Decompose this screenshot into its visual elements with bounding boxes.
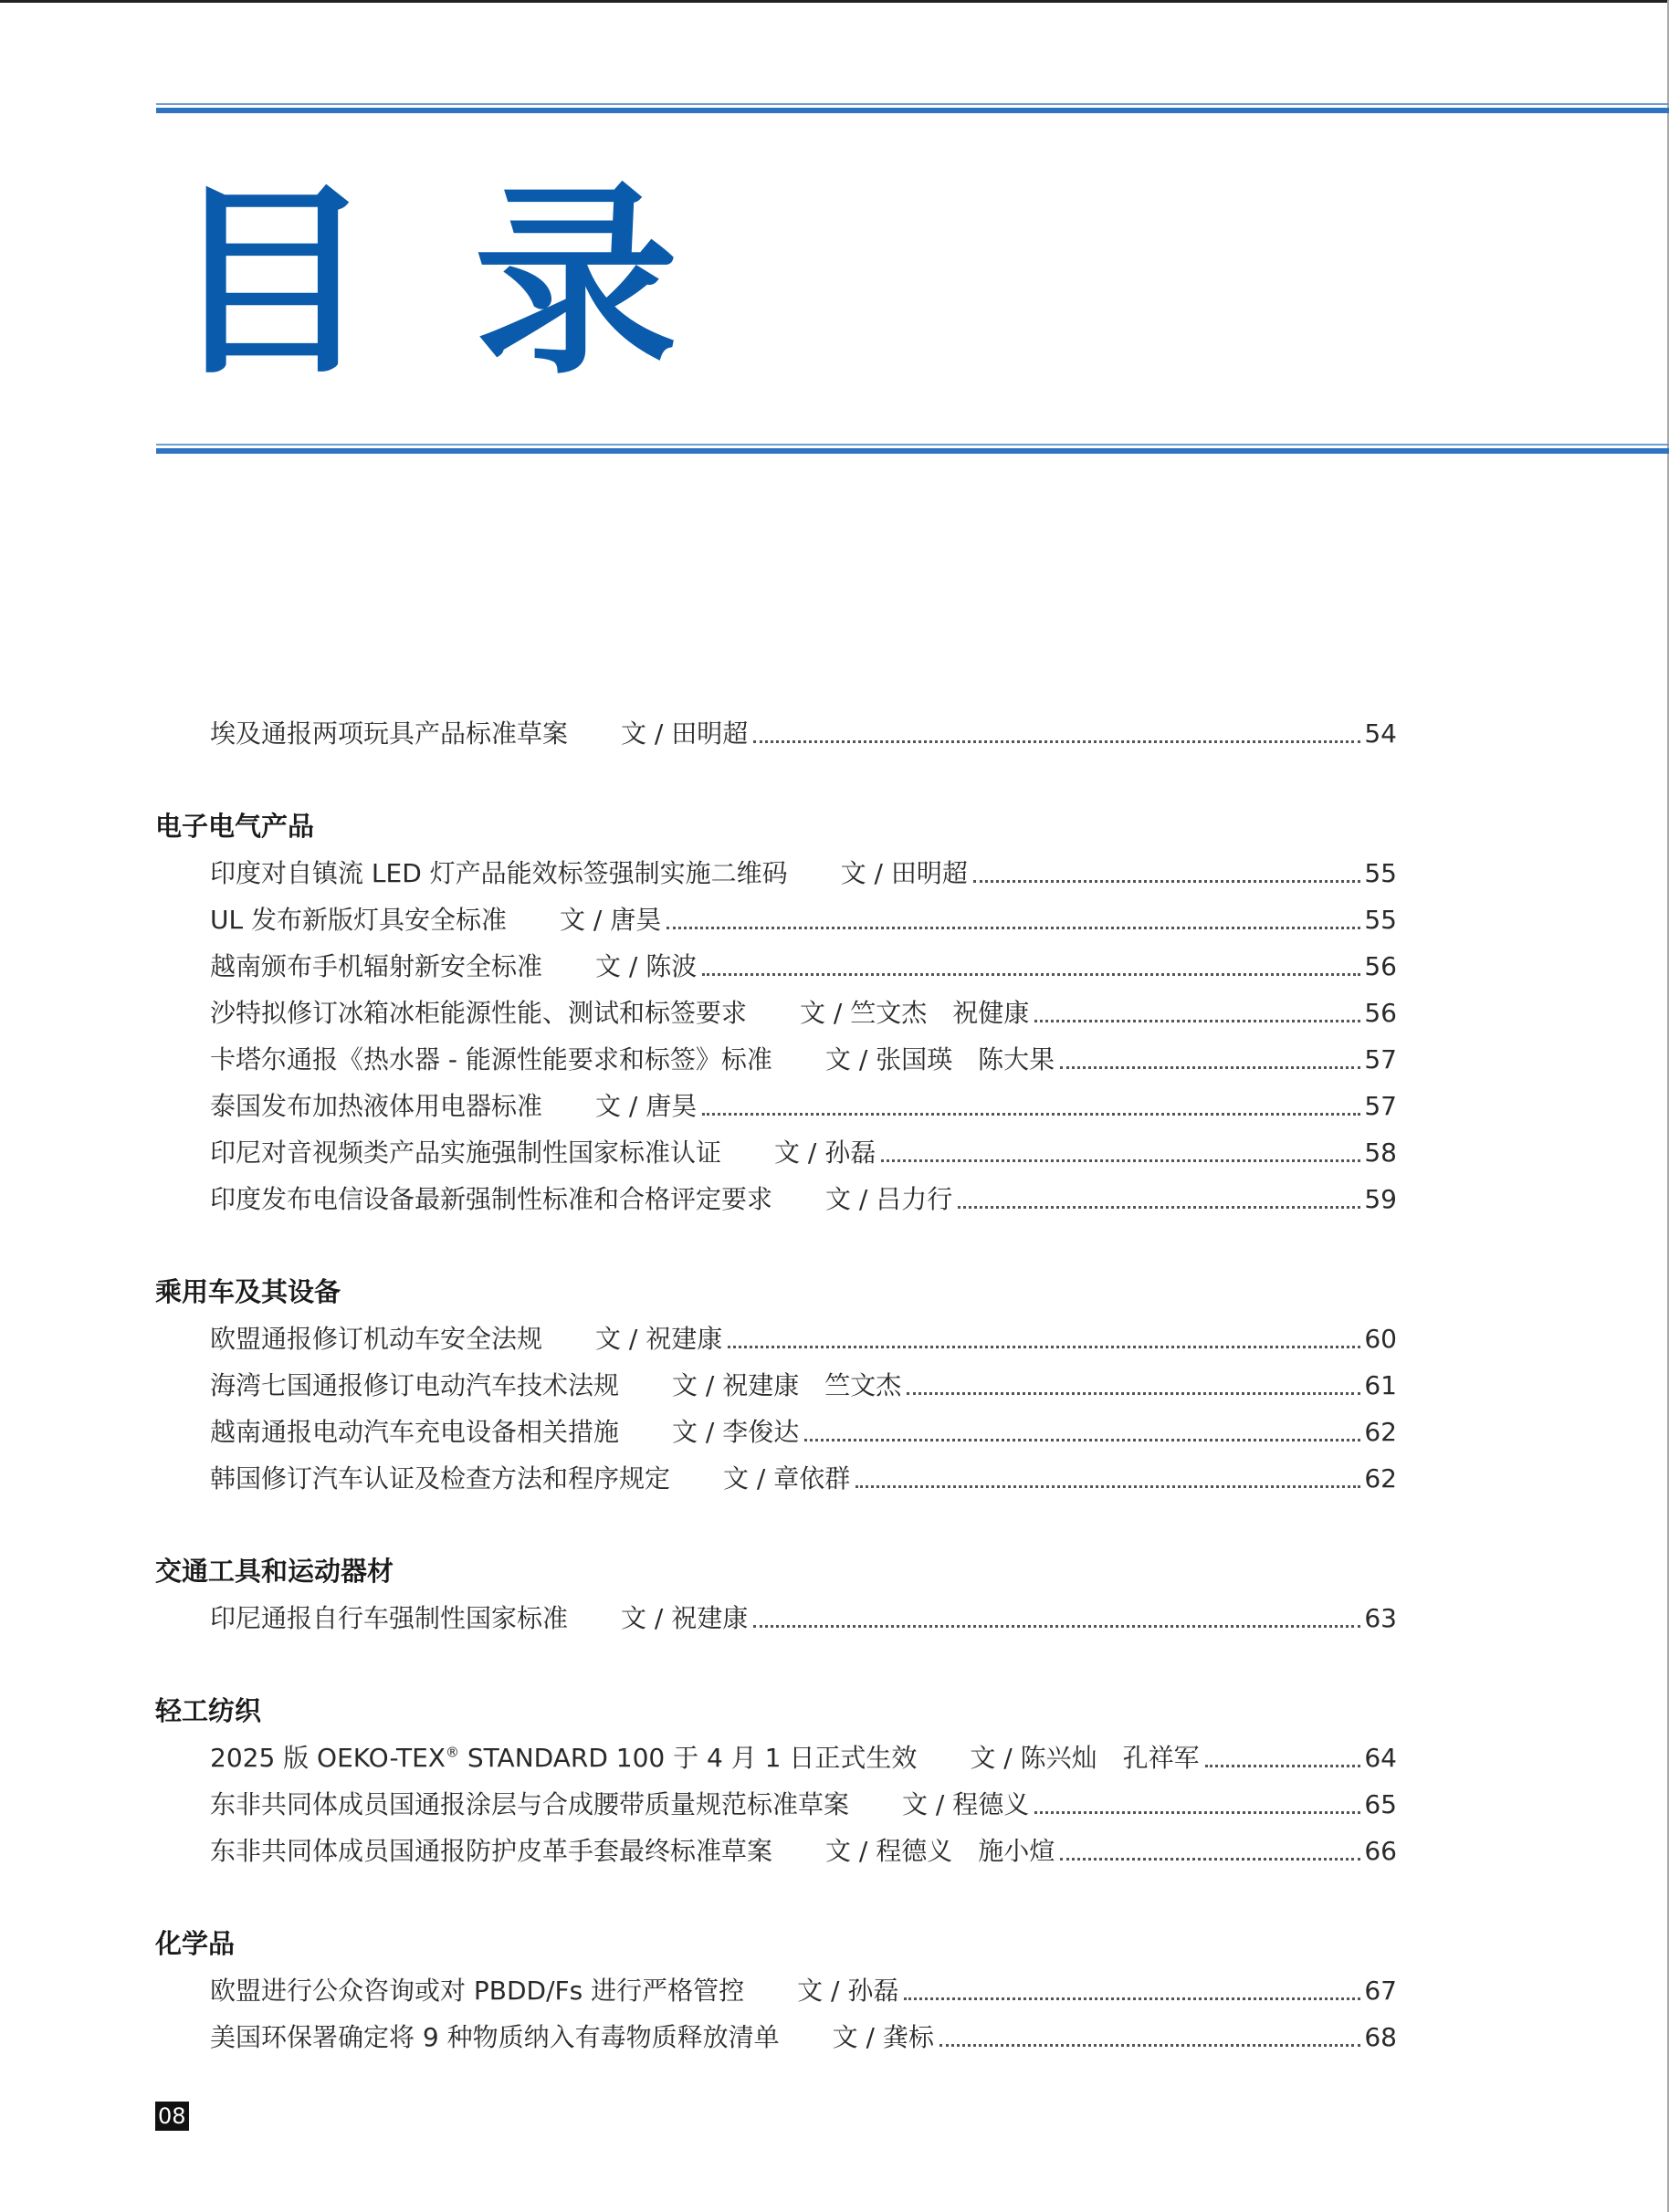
toc-entry-page: 56	[1364, 998, 1397, 1028]
toc-entry-page: 67	[1364, 1976, 1397, 2006]
page-title	[169, 163, 678, 402]
toc-entry-page: 55	[1364, 858, 1397, 888]
header-rule-top	[156, 103, 1669, 113]
toc-entry-page: 59	[1364, 1184, 1397, 1214]
toc-entry[interactable]	[155, 943, 1397, 990]
toc-entry-page: 68	[1364, 2022, 1397, 2052]
toc-entry-title-part: 2025 版 OEKO-TEX	[210, 1743, 446, 1773]
toc-entry-title: 印度对自镇流 LED 灯产品能效标签强制实施二维码	[210, 858, 788, 888]
toc-entry-author: 文 / 孙磊	[774, 1137, 876, 1168]
dot-leader	[753, 740, 1360, 743]
toc-sections	[155, 803, 1397, 2060]
toc-entry-title-part: STANDARD 100 于 4 月 1 日正式生效	[458, 1743, 918, 1773]
toc-entry[interactable]	[155, 1129, 1397, 1176]
toc-entry-page: 62	[1364, 1417, 1397, 1447]
toc-section	[155, 1688, 1397, 1874]
dot-leader	[973, 880, 1360, 883]
toc-entry-page: 54	[1364, 718, 1397, 749]
toc-entry[interactable]	[155, 1735, 1397, 1781]
toc-entry-author: 文 / 龚标	[832, 2022, 934, 2052]
toc-entry-author: 文 / 竺文杰 祝健康	[800, 998, 1030, 1028]
dot-leader	[753, 1625, 1360, 1628]
dot-leader	[1034, 1811, 1360, 1814]
toc-entry-author: 文 / 祝建康	[595, 1324, 723, 1354]
registered-mark: ®	[445, 1744, 459, 1761]
toc-entry-author: 文 / 章依群	[723, 1463, 851, 1494]
toc-entry[interactable]	[155, 1595, 1397, 1641]
toc-entry-author: 文 / 程德义	[902, 1789, 1030, 1819]
dot-leader	[1060, 1066, 1360, 1069]
toc-entry[interactable]	[155, 2014, 1397, 2060]
toc-entry-page: 58	[1364, 1137, 1397, 1168]
dot-leader	[702, 973, 1360, 976]
toc-entry[interactable]	[155, 1362, 1397, 1409]
toc-entry-title: 东非共同体成员国通报涂层与合成腰带质量规范标准草案	[210, 1789, 850, 1819]
toc-entry[interactable]	[155, 1036, 1397, 1083]
toc-entry-title: 印尼对音视频类产品实施强制性国家标准认证	[210, 1137, 722, 1168]
toc-entry-page: 63	[1364, 1603, 1397, 1633]
page-title-char: 录	[474, 163, 678, 402]
page-top-border	[0, 0, 1669, 3]
dot-leader	[804, 1439, 1360, 1441]
toc-entry-title: 泰国发布加热液体用电器标准	[210, 1091, 543, 1121]
toc-entry-title: 越南颁布手机辐射新安全标准	[210, 951, 543, 981]
toc-entry-page: 56	[1364, 951, 1397, 981]
toc-entry[interactable]	[155, 1409, 1397, 1455]
toc-entry-author: 文 / 孙磊	[797, 1976, 899, 2006]
toc-entry-page: 65	[1364, 1789, 1397, 1819]
toc-section	[155, 1921, 1397, 2060]
toc-continued-group	[155, 710, 1397, 757]
dot-leader	[958, 1206, 1360, 1209]
toc-entry[interactable]	[155, 1828, 1397, 1874]
toc-entry-title: 东非共同体成员国通报防护皮革手套最终标准草案	[210, 1836, 773, 1866]
toc-entry-title: 印尼通报自行车强制性国家标准	[210, 1603, 569, 1633]
toc-section	[155, 1269, 1397, 1502]
dot-leader	[728, 1346, 1360, 1348]
dot-leader	[1034, 1020, 1360, 1022]
toc-entry[interactable]	[155, 896, 1397, 943]
toc-entry-author: 文 / 唐昊	[560, 905, 662, 935]
toc-entry-title: 越南通报电动汽车充电设备相关措施	[210, 1417, 620, 1447]
toc-entry-author: 文 / 田明超	[621, 718, 749, 749]
table-of-contents	[155, 710, 1397, 2060]
section-heading: 乘用车及其设备	[155, 1276, 341, 1307]
toc-entry-page: 55	[1364, 905, 1397, 935]
toc-entry-title: 埃及通报两项玩具产品标准草案	[210, 718, 569, 749]
toc-entry[interactable]	[155, 1083, 1397, 1129]
toc-entry[interactable]	[155, 1455, 1397, 1502]
toc-entry-page: 60	[1364, 1324, 1397, 1354]
header-rule-bottom	[156, 444, 1669, 454]
toc-entry[interactable]	[155, 1176, 1397, 1222]
toc-entry[interactable]	[155, 850, 1397, 896]
toc-entry-page: 62	[1364, 1463, 1397, 1494]
toc-entry-author: 文 / 张国瑛 陈大果	[824, 1044, 1055, 1075]
toc-entry-title: UL 发布新版灯具安全标准	[210, 905, 507, 935]
toc-entry-title: 印度发布电信设备最新强制性标准和合格评定要求	[210, 1184, 773, 1214]
toc-entry[interactable]	[155, 1967, 1397, 2014]
toc-entry-author: 文 / 唐昊	[595, 1091, 698, 1121]
toc-section	[155, 1548, 1397, 1641]
page-number: 08	[155, 2102, 189, 2131]
toc-entry-author: 文 / 吕力行	[825, 1184, 953, 1214]
dot-leader	[881, 1159, 1360, 1162]
toc-entry-title	[210, 1735, 917, 1781]
dot-leader	[904, 1997, 1360, 2000]
dot-leader	[667, 927, 1360, 929]
toc-entry-page: 57	[1364, 1091, 1397, 1121]
dot-leader	[939, 2044, 1360, 2047]
dot-leader	[855, 1485, 1360, 1488]
toc-entry[interactable]	[155, 990, 1397, 1036]
section-heading: 化学品	[155, 1928, 236, 1959]
page-title-char: 目	[169, 163, 373, 402]
toc-entry[interactable]	[155, 1316, 1397, 1362]
toc-entry[interactable]	[155, 1781, 1397, 1828]
toc-entry-page: 66	[1364, 1836, 1397, 1866]
section-heading: 交通工具和运动器材	[155, 1556, 394, 1587]
dot-leader	[907, 1392, 1360, 1395]
toc-entry[interactable]	[155, 710, 1397, 757]
toc-entry-author: 文 / 祝建康 竺文杰	[672, 1370, 902, 1400]
section-heading: 轻工纺织	[155, 1695, 262, 1726]
section-heading: 电子电气产品	[155, 811, 315, 842]
toc-entry-title: 美国环保署确定将 9 种物质纳入有毒物质释放清单	[210, 2022, 780, 2052]
toc-section	[155, 803, 1397, 1222]
toc-entry-title: 欧盟进行公众咨询或对 PBDD/Fs 进行严格管控	[210, 1976, 745, 2006]
dot-leader	[702, 1113, 1360, 1116]
toc-entry-page: 57	[1364, 1044, 1397, 1075]
toc-entry-page: 61	[1364, 1370, 1397, 1400]
toc-entry-author: 文 / 田明超	[840, 858, 968, 888]
toc-entry-title: 海湾七国通报修订电动汽车技术法规	[210, 1370, 620, 1400]
dot-leader	[1205, 1765, 1361, 1767]
toc-entry-title: 沙特拟修订冰箱冰柜能源性能、测试和标签要求	[210, 998, 748, 1028]
toc-entry-title: 欧盟通报修订机动车安全法规	[210, 1324, 543, 1354]
toc-entry-author: 文 / 陈波	[595, 951, 698, 981]
toc-entry-title: 韩国修订汽车认证及检查方法和程序规定	[210, 1463, 671, 1494]
toc-entry-author: 文 / 程德义 施小煊	[825, 1836, 1055, 1866]
toc-entry-author: 文 / 陈兴灿 孔祥军	[970, 1743, 1200, 1773]
toc-entry-author: 文 / 李俊达	[672, 1417, 800, 1447]
dot-leader	[1060, 1858, 1360, 1861]
toc-entry-page: 64	[1364, 1743, 1397, 1773]
toc-entry-author: 文 / 祝建康	[621, 1603, 749, 1633]
toc-entry-title: 卡塔尔通报《热水器 - 能源性能要求和标签》标准	[210, 1044, 772, 1075]
